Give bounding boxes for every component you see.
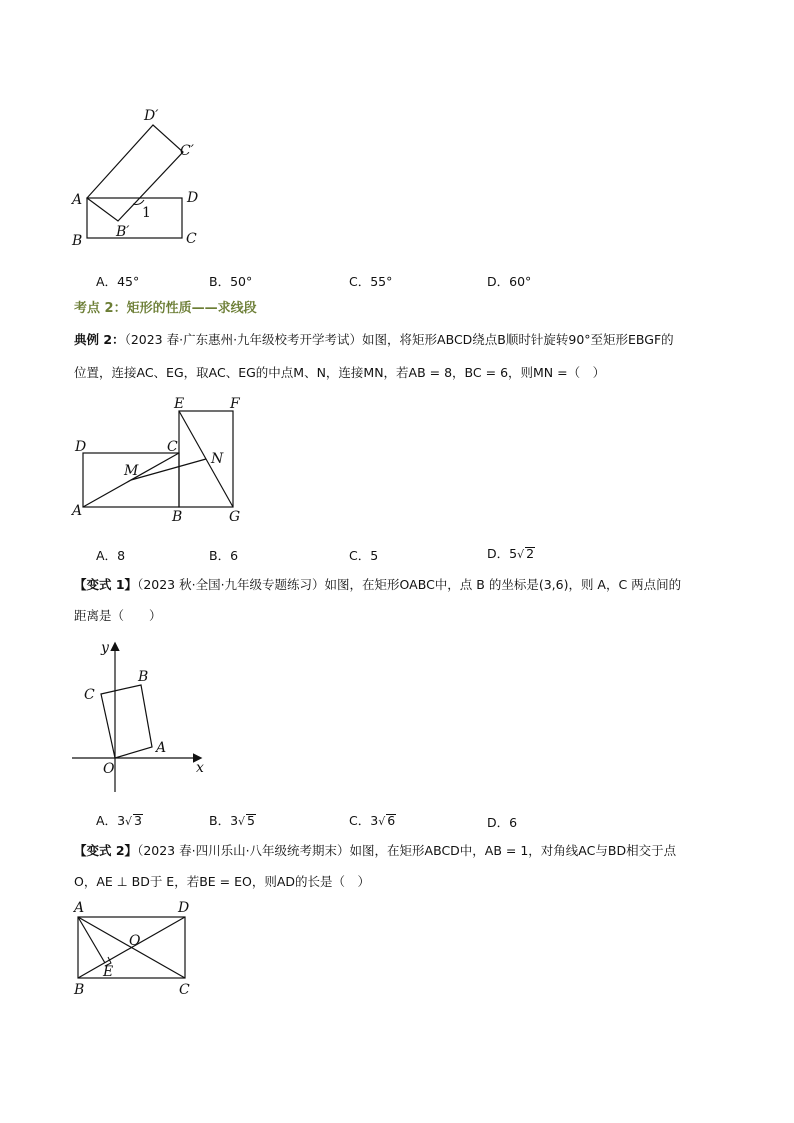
label-y: y [101,640,109,656]
label-b: B [172,509,183,525]
variant-1-line-1: 【变式 1】（2023 秋·全国·九年级专题练习）如图，在矩形OABC中，点 B 的坐标是(3,6)，则 A，C 两点间的 [74,577,682,592]
rectangle-oabc [101,685,152,758]
label-a: A [72,192,83,208]
label-e: E [103,964,114,980]
figure-two-rectangles [68,393,258,528]
variant-2-tag: 【变式 2】 [74,843,138,858]
label-c: C [179,982,190,998]
figure-rectangle-diagonals [66,897,196,999]
label-b: B [72,233,83,249]
label-a: A [156,740,167,756]
segment-ae [78,917,105,963]
variant-1-tag: 【变式 1】 [74,577,138,592]
q2-option-a: A．8 [96,548,126,563]
example-2-line-1: 典例 2：（2023 春·广东惠州·九年级校考开学考试）如图，将矩形ABCD绕点B顺时针旋转90°至矩形EBGF的 [74,332,674,347]
label-x: x [196,760,204,776]
segment-mn [131,459,206,480]
label-m: M [124,463,139,479]
q1-option-c: C．55° [349,274,393,289]
label-b-prime: B′ [116,224,130,240]
q2-option-c: C．5 [349,548,379,563]
figure-coordinate-rectangle [68,637,218,797]
rectangle-ab-prime-c-prime-d-prime [87,125,183,221]
label-angle-1: 1 [142,205,151,221]
variant-2-line-2: O，AE ⊥ BD于 E，若BE = EO，则AD的长是（ ） [74,874,371,889]
label-d: D [187,190,199,206]
label-o: O [129,933,141,949]
label-f: F [230,396,240,412]
q2-option-b: B．6 [209,548,239,563]
label-c-prime: C′ [180,143,194,159]
q2-option-d: D．5√ 2 [487,546,535,561]
section-heading: 考点 2：矩形的性质——求线段 [74,301,257,316]
q3-option-c: C．3√ 6 [349,813,396,828]
variant-1-line-2: 距离是（ ） [74,608,162,623]
label-c: C [84,687,95,703]
q1-option-a: A．45° [96,274,140,289]
figure-rotated-rectangle [60,100,220,250]
label-d: D [75,439,87,455]
label-n: N [211,451,224,467]
q3-option-d: D．6 [487,815,518,830]
label-c: C [167,439,178,455]
label-c: C [186,231,197,247]
example-2-line-2: 位置，连接AC、EG，取AC、EG的中点M、N，连接MN，若AB = 8，BC = 6，则MN =（ ） [74,365,606,380]
q1-option-d: D．60° [487,274,532,289]
label-a: A [72,503,83,519]
label-b: B [138,669,149,685]
label-o: O [103,761,115,777]
q1-option-b: B．50° [209,274,253,289]
q3-option-b: B．3√ 5 [209,813,255,828]
label-g: G [229,509,241,525]
label-e: E [174,396,185,412]
label-a: A [74,900,85,916]
label-d: D [178,900,190,916]
label-b: B [74,982,85,998]
q3-option-a: A．3√ 3 [96,813,142,828]
label-d-prime: D′ [144,108,159,124]
example-2-tag: 典例 2： [74,332,125,347]
variant-2-line-1: 【变式 2】（2023 春·四川乐山·八年级统考期末）如图，在矩形ABCD中，AB = 1，对角线AC与BD相交于点 [74,843,677,858]
